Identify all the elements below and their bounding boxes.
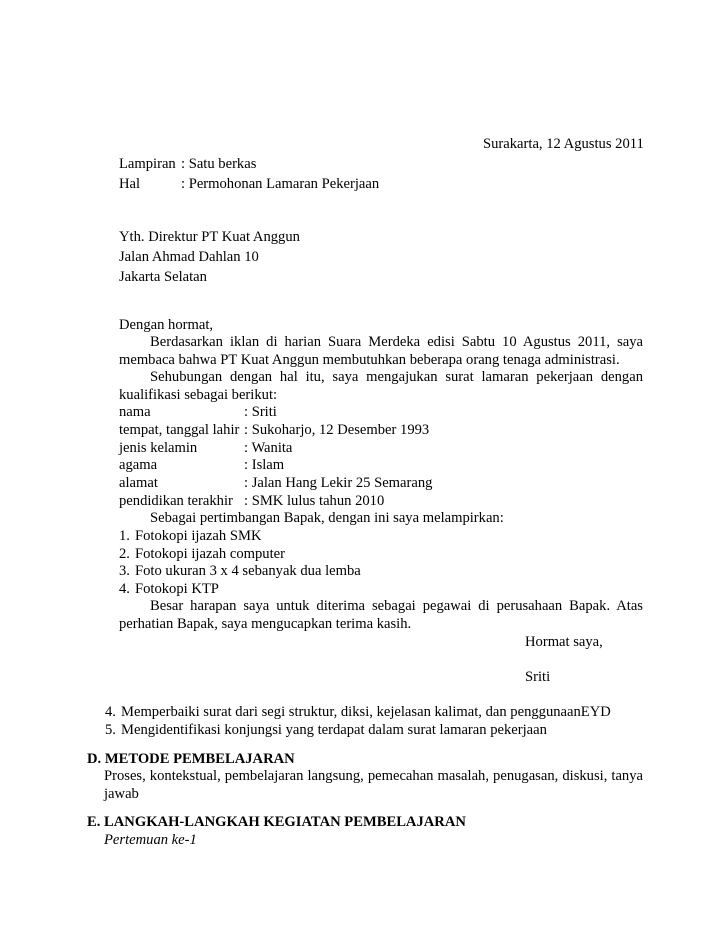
paragraph-line: kualifikasi sebagai berikut: (119, 387, 278, 403)
letter-date: Surakarta, 12 Agustus 2011 (483, 136, 644, 152)
list-item: Foto ukuran 3 x 4 sebanyak dua lemba (135, 563, 361, 579)
field-label: jenis kelamin (119, 440, 198, 456)
paragraph-line: Sehubungan dengan hal itu, saya mengajukan surat lamaran pekerjaan dengan (150, 369, 643, 385)
field-label: agama (119, 457, 158, 473)
field-label: tempat, tanggal lahir (119, 422, 240, 438)
paragraph-line: Proses, kontekstual, pembelajaran langsung, pemecahan masalah, penugasan, diskusi, tanya (104, 768, 643, 784)
field-label: pendidikan terakhir (119, 493, 233, 509)
field-value: : Sriti (244, 404, 277, 420)
hal-label: Hal (119, 176, 141, 192)
paragraph-line: perhatian Bapak, saya mengucapkan terima kasih. (119, 616, 412, 632)
field-label: alamat (119, 475, 158, 491)
section-heading: E. LANGKAH-LANGKAH KEGIATAN PEMBELAJARAN (87, 814, 466, 830)
field-value: : SMK lulus tahun 2010 (244, 493, 385, 509)
list-item: Fotokopi ijazah computer (135, 546, 285, 562)
closing: Hormat saya, (525, 634, 603, 650)
recipient-line: Jakarta Selatan (119, 269, 207, 285)
recipient-line: Yth. Direktur PT Kuat Anggun (119, 229, 300, 245)
lampiran-value: : Satu berkas (181, 156, 257, 172)
field-value: : Wanita (244, 440, 293, 456)
field-value: : Sukoharjo, 12 Desember 1993 (244, 422, 430, 438)
section-heading: D. METODE PEMBELAJARAN (87, 751, 295, 767)
salutation: Dengan hormat, (119, 317, 214, 333)
field-label: nama (119, 404, 151, 420)
sub-heading: Pertemuan ke-1 (104, 832, 197, 848)
recipient-line: Jalan Ahmad Dahlan 10 (119, 249, 259, 265)
paragraph-line: membaca bahwa PT Kuat Anggun membutuhkan beberapa orang tenaga administrasi. (119, 352, 620, 368)
list-item: Fotokopi ijazah SMK (135, 528, 262, 544)
list-number: 3. (119, 563, 130, 579)
list-number: 4. (119, 581, 130, 597)
list-number: 5. (105, 722, 116, 738)
lampiran-label: Lampiran (119, 156, 176, 172)
list-number: 4. (105, 704, 116, 720)
paragraph-line: Sebagai pertimbangan Bapak, dengan ini saya melampirkan: (150, 510, 504, 526)
paragraph-line: Berdasarkan iklan di harian Suara Merdeka edisi Sabtu 10 Agustus 2011, saya (150, 334, 643, 350)
list-item: Fotokopi KTP (135, 581, 219, 597)
paragraph-line: Besar harapan saya untuk diterima sebagai pegawai di perusahaan Bapak. Atas (150, 598, 643, 614)
field-value: : Islam (244, 457, 285, 473)
paragraph-line: jawab (104, 786, 139, 802)
field-value: : Jalan Hang Lekir 25 Semarang (244, 475, 433, 491)
task-item: Memperbaiki surat dari segi struktur, diksi, kejelasan kalimat, dan penggunaanEYD (121, 704, 611, 720)
signature-name: Sriti (525, 669, 551, 685)
hal-value: : Permohonan Lamaran Pekerjaan (181, 176, 380, 192)
list-number: 1. (119, 528, 130, 544)
list-number: 2. (119, 546, 130, 562)
task-item: Mengidentifikasi konjungsi yang terdapat dalam surat lamaran pekerjaan (121, 722, 547, 738)
